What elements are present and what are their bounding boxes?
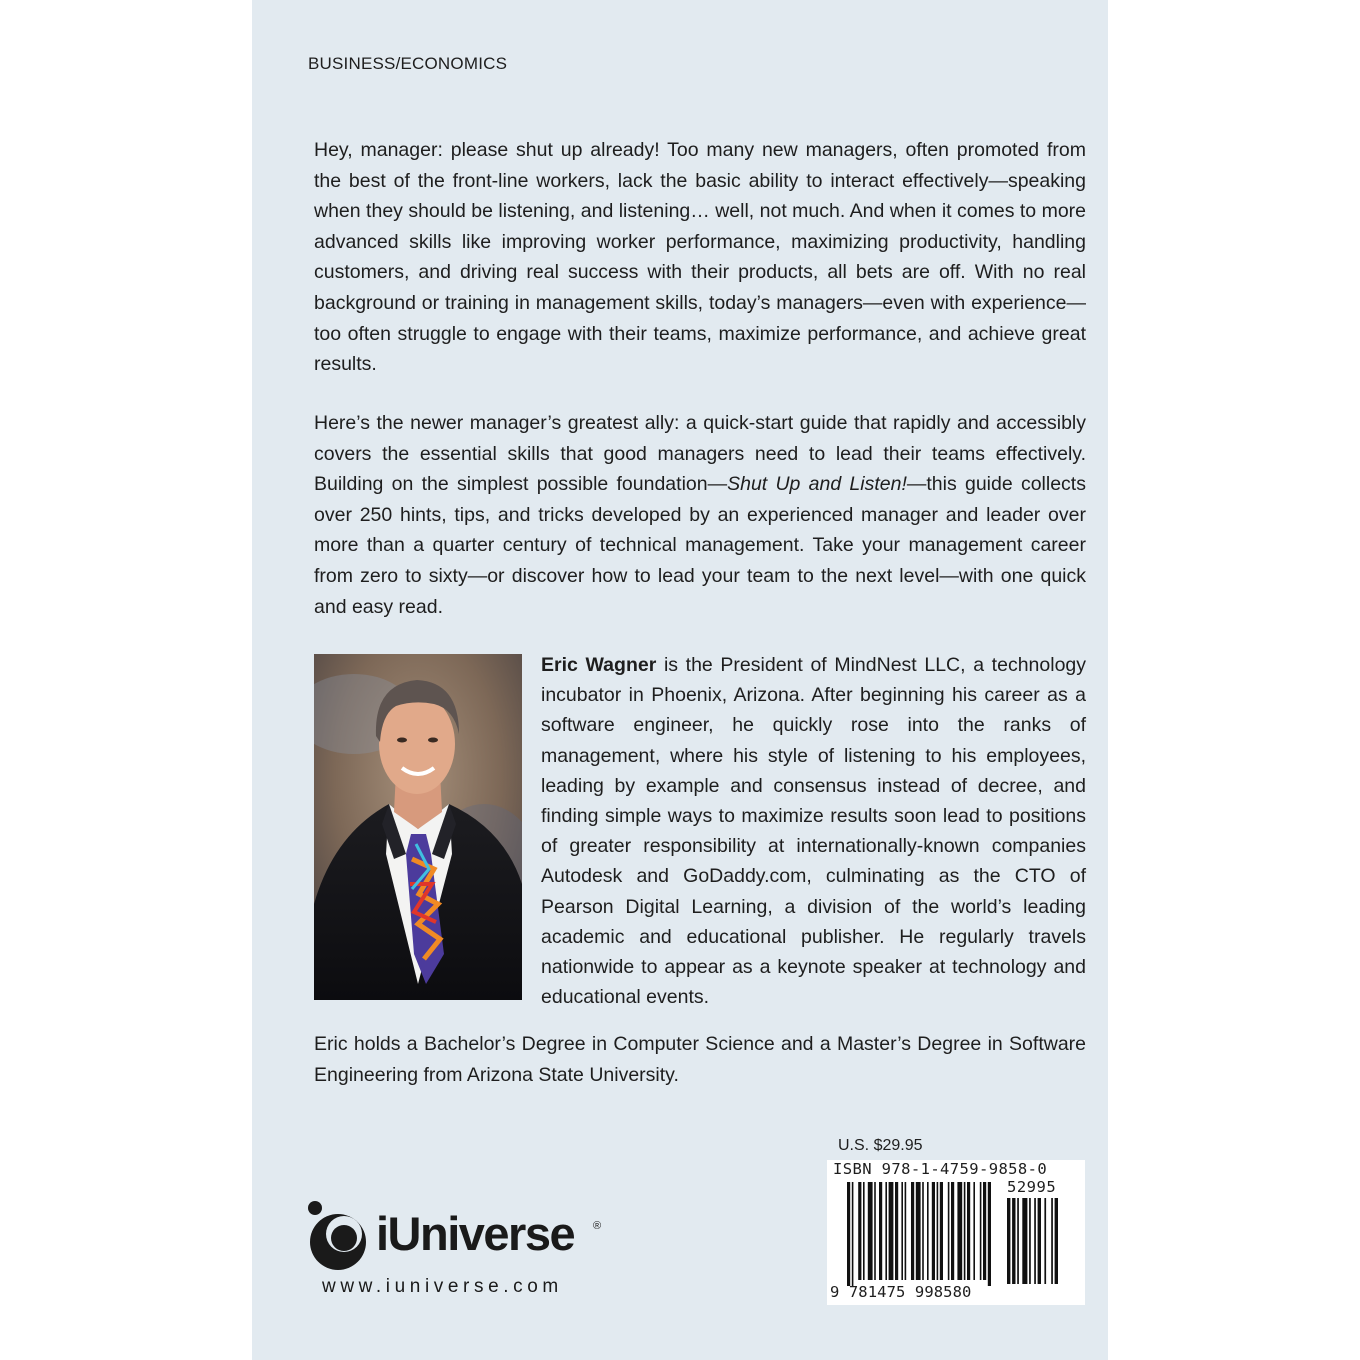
publisher-logo xyxy=(306,1198,606,1272)
addon-bar xyxy=(1017,1198,1019,1284)
addon-bar xyxy=(1029,1198,1031,1284)
description-paragraph-1: Hey, manager: please shut up already! Too many new managers, often promoted from the best of the front-line workers, lack the basic ability to interact effectively—speaking when they should be listening, and listening… well, not much. And when it comes to more advanced skills like improving worker performance, maximizing productivity, handling customers, and driving real success with their products, all bets are off. With no real background or training in management skills, today’s managers—even with experience—too often struggle to engage with their teams, maximize performance, and achieve great results. xyxy=(314,139,1086,376)
barcode-icon xyxy=(827,1160,1085,1305)
addon-bar xyxy=(1012,1198,1015,1284)
category-label: BUSINESS/ECONOMICS xyxy=(308,54,508,73)
addon-bar xyxy=(1051,1198,1053,1284)
publisher-name: iUniverse xyxy=(376,1207,575,1260)
isbn-text: ISBN 978-1-4759-9858-0 xyxy=(833,1160,1048,1178)
description-paragraph-2 xyxy=(314,408,1086,622)
author-name: Eric Wagner xyxy=(541,654,657,676)
book-back-cover xyxy=(252,0,1108,1360)
author-bio xyxy=(541,650,1086,1012)
description-paragraph-2-start: Here’s the newer manager’s greatest ally: a quick-start guide that rapidly and accessibly covers the essential skills that good managers need to lead their teams effectively. Building on the simplest possible foundation— xyxy=(314,412,1086,496)
price-code: 52995 xyxy=(1007,1178,1057,1196)
addon-bar xyxy=(1034,1198,1036,1284)
book-title-inline: Shut Up and Listen! xyxy=(727,473,907,496)
addon-bar xyxy=(1055,1198,1058,1284)
addon-bar xyxy=(1022,1198,1027,1284)
education-paragraph: Eric holds a Bachelor’s Degree in Computer Science and a Master’s Degree in Software Engineering from Arizona State University. xyxy=(314,1033,1086,1086)
author-bio-text: is the President of MindNest LLC, a technology incubator in Phoenix, Arizona. After beginning his career as a software engineer, he quickly rose into the ranks of management, where his style of listening to his employees, leading by example and consensus instead of decree, and finding simple ways to maximize results soon lead to positions of greater responsibility at internationally-known companies Autodesk and GoDaddy.com, culminating as the CTO of Pearson Digital Learning, a division of the world’s leading academic and educational publisher. He regularly travels nationwide to appear as a keynote speaker at technology and educational events. xyxy=(541,654,1087,1009)
publisher-website: www.iuniverse.com xyxy=(322,1276,563,1297)
price-label: U.S. $29.95 xyxy=(838,1137,923,1154)
addon-bar xyxy=(1007,1198,1010,1284)
ean-digits: 9 781475 998580 xyxy=(830,1283,972,1301)
addon-bar xyxy=(1038,1198,1041,1284)
iuniverse-logo-icon xyxy=(306,1198,376,1272)
registered-mark: ® xyxy=(593,1220,602,1232)
author-photo xyxy=(314,654,522,1000)
addon-bar xyxy=(1044,1198,1046,1284)
description-paragraph-2-end: —this guide collects over 250 hints, tips, and tricks developed by an experienced manager and leader over more than a quarter century of technical management. Take your management career from zero to sixty—or discover how to lead your team to the next level—with one quick and easy read. xyxy=(314,473,1086,618)
